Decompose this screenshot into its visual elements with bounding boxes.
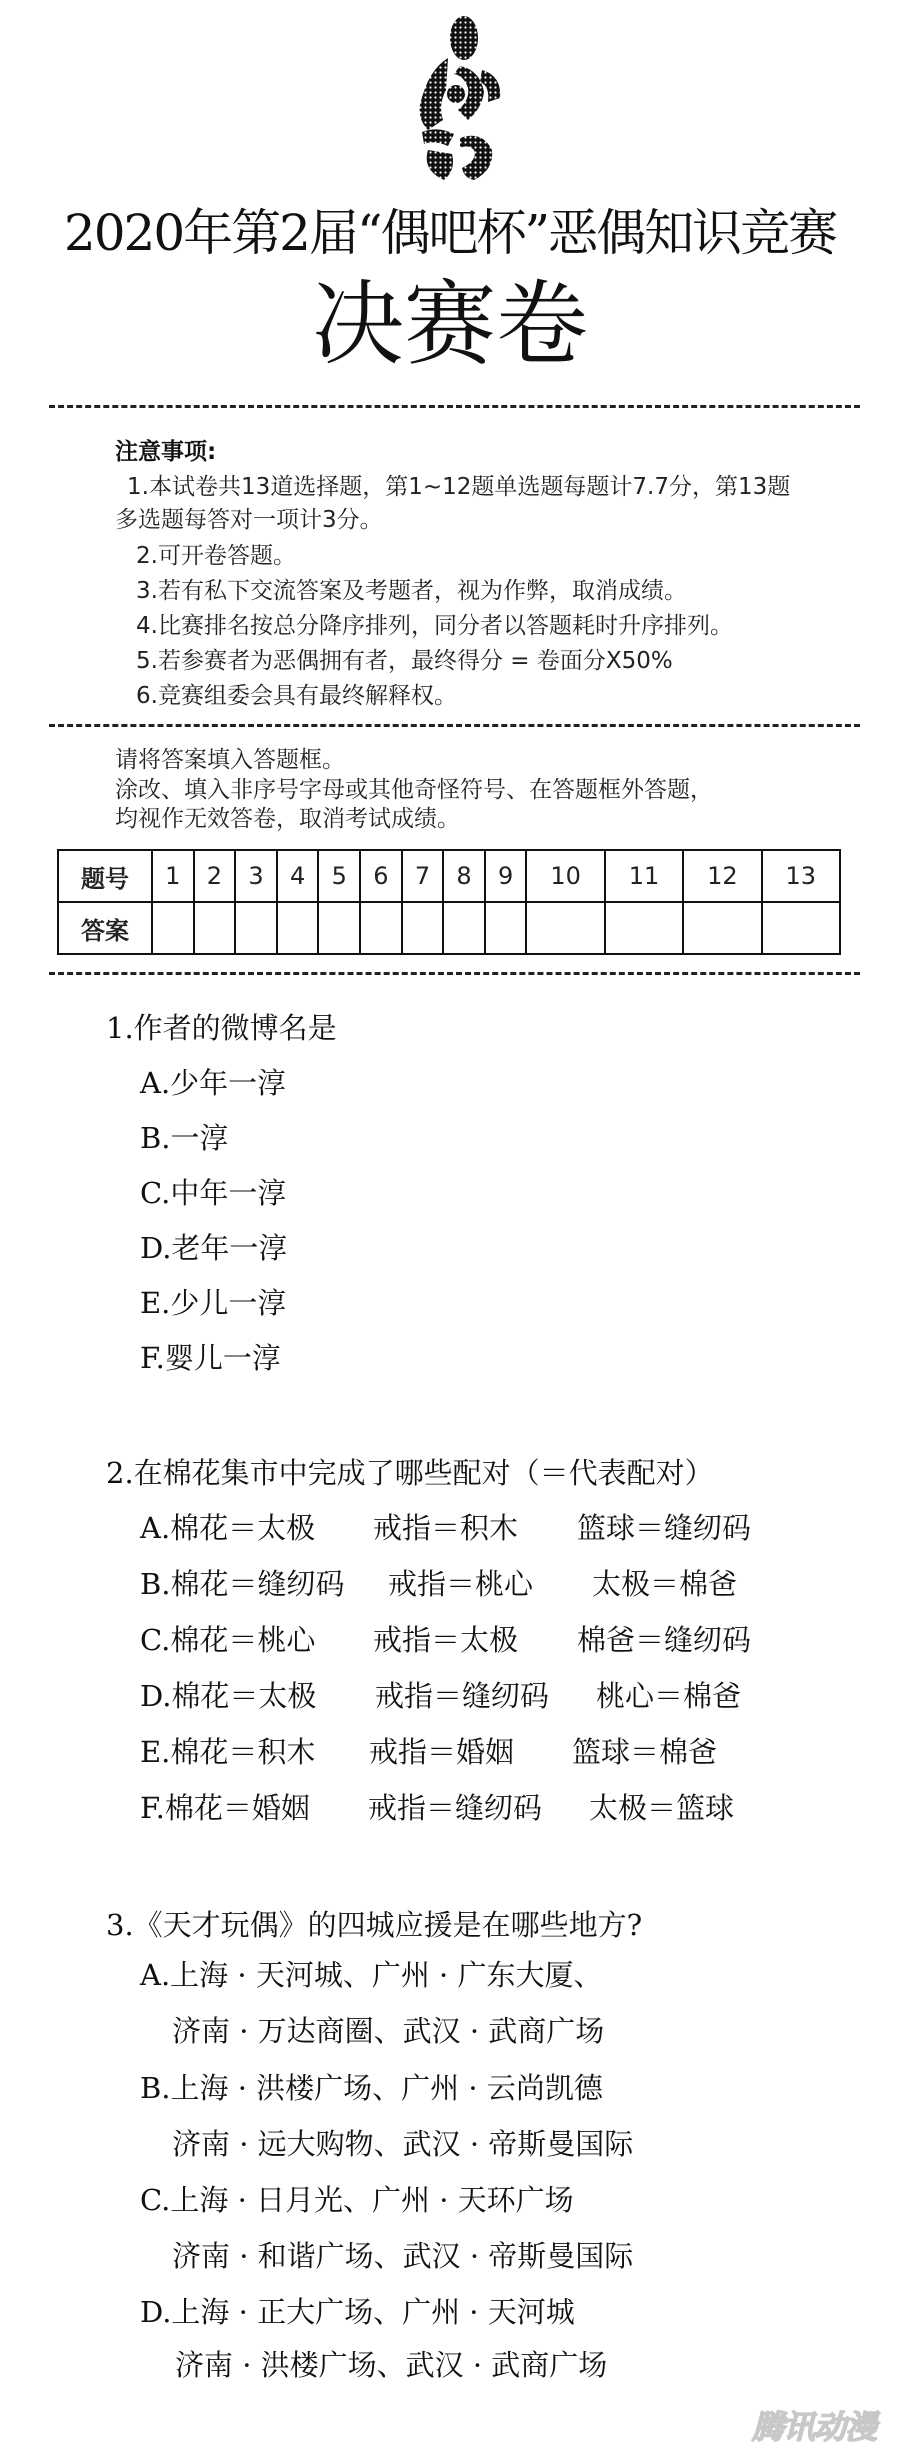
option-c[interactable]: C.上海 · 日月光、广州 · 天环广场 bbox=[140, 2183, 574, 2217]
option-c[interactable]: C.中年一淳 bbox=[140, 1176, 287, 1210]
pair-2: 戒指＝缝纫码 bbox=[368, 1791, 543, 1825]
option-d[interactable]: D.上海 · 正大广场、广州 · 天河城 bbox=[140, 2295, 575, 2329]
pair-3: 太极＝棉爸 bbox=[592, 1567, 738, 1601]
option-b[interactable]: B.一淳 bbox=[140, 1121, 229, 1155]
answer-cell[interactable] bbox=[360, 902, 402, 954]
note-item: 6.竞赛组委会具有最终解释权。 bbox=[136, 683, 457, 709]
tencent-comics-watermark: 腾讯动漫 bbox=[752, 2408, 877, 2446]
pair-2: 戒指＝积木 bbox=[373, 1511, 519, 1545]
pair-1: F.棉花＝婚姻 bbox=[140, 1791, 310, 1825]
pair-3: 棉爸＝缝纫码 bbox=[577, 1623, 752, 1657]
question-number-cell: 3 bbox=[235, 850, 277, 902]
option-b[interactable]: B.上海 · 洪楼广场、广州 · 云尚凯德 bbox=[140, 2071, 603, 2105]
pair-3: 篮球＝缝纫码 bbox=[577, 1511, 752, 1545]
note-item: 4.比赛排名按总分降序排列，同分者以答题耗时升序排列。 bbox=[136, 613, 733, 639]
exam-title: 2020年第2届“偶吧杯”恶偶知识竞赛 bbox=[63, 204, 837, 262]
option-c-continued[interactable]: 济南 · 和谐广场、武汉 · 帝斯曼国际 bbox=[172, 2239, 634, 2273]
option-f[interactable] bbox=[140, 1788, 840, 1828]
answer-cell[interactable] bbox=[605, 902, 683, 954]
pair-1: D.棉花＝太极 bbox=[140, 1679, 317, 1713]
dashed-divider bbox=[49, 972, 860, 975]
note-item: 5.若参赛者为恶偶拥有者，最终得分 = 卷面分X50% bbox=[136, 648, 673, 674]
question-number-cell: 8 bbox=[443, 850, 485, 902]
question-number-cell: 2 bbox=[194, 850, 236, 902]
answer-cell[interactable] bbox=[318, 902, 360, 954]
notes-heading: 注意事项: bbox=[115, 439, 217, 465]
question-number-cell: 13 bbox=[762, 850, 840, 902]
answer-table bbox=[57, 849, 841, 955]
question-number-cell: 9 bbox=[485, 850, 527, 902]
answer-cell[interactable] bbox=[235, 902, 277, 954]
doll-logo-icon bbox=[398, 10, 510, 185]
answer-cell[interactable] bbox=[762, 902, 840, 954]
option-e[interactable]: E.少儿一淳 bbox=[140, 1286, 287, 1320]
answer-cell[interactable] bbox=[402, 902, 444, 954]
instruction-line: 均视作无效答卷，取消考试成绩。 bbox=[115, 806, 460, 832]
question-number-cell: 6 bbox=[360, 850, 402, 902]
answer-row bbox=[58, 902, 840, 954]
question-title: 3.《天才玩偶》的四城应援是在哪些地方? bbox=[106, 1908, 643, 1942]
pair-1: C.棉花＝桃心 bbox=[140, 1623, 316, 1657]
answer-cell[interactable] bbox=[485, 902, 527, 954]
option-d[interactable]: D.老年一淳 bbox=[140, 1231, 288, 1265]
option-b-continued[interactable]: 济南 · 远大购物、武汉 · 帝斯曼国际 bbox=[172, 2127, 634, 2161]
dashed-divider bbox=[49, 405, 860, 408]
option-c[interactable] bbox=[140, 1620, 840, 1660]
pair-2: 戒指＝太极 bbox=[373, 1623, 519, 1657]
note-item: 多选题每答对一项计3分。 bbox=[115, 507, 383, 533]
note-item: 2.可开卷答题。 bbox=[136, 543, 296, 569]
pair-2: 戒指＝婚姻 bbox=[369, 1735, 515, 1769]
answer-cell[interactable] bbox=[194, 902, 236, 954]
instruction-line: 请将答案填入答题框。 bbox=[115, 747, 345, 773]
question-number-cell: 11 bbox=[605, 850, 683, 902]
question-title: 2.在棉花集市中完成了哪些配对（＝代表配对） bbox=[106, 1456, 714, 1490]
pair-2: 戒指＝桃心 bbox=[388, 1567, 534, 1601]
question-title: 1.作者的微博名是 bbox=[106, 1011, 337, 1045]
pair-3: 篮球＝棉爸 bbox=[572, 1735, 718, 1769]
question-number-cell: 12 bbox=[683, 850, 761, 902]
dashed-divider bbox=[49, 724, 860, 727]
question-number-cell: 4 bbox=[277, 850, 319, 902]
option-f[interactable]: F.婴儿一淳 bbox=[140, 1341, 281, 1375]
pair-1: E.棉花＝积木 bbox=[140, 1735, 316, 1769]
exam-subtitle: 决赛卷 bbox=[311, 271, 588, 378]
question-number-header: 题号 bbox=[58, 850, 152, 902]
question-number-cell: 10 bbox=[526, 850, 604, 902]
answer-header: 答案 bbox=[58, 902, 152, 954]
pair-2: 戒指＝缝纫码 bbox=[375, 1679, 550, 1713]
option-a-continued[interactable]: 济南 · 万达商圈、武汉 · 武商广场 bbox=[172, 2014, 605, 2048]
note-item: 3.若有私下交流答案及考题者，视为作弊，取消成绩。 bbox=[136, 578, 687, 604]
question-number-cell: 1 bbox=[152, 850, 194, 902]
note-item: 1.本试卷共13道选择题，第1~12题单选题每题计7.7分，第13题 bbox=[127, 474, 791, 500]
answer-cell[interactable] bbox=[526, 902, 604, 954]
option-a[interactable] bbox=[140, 1508, 840, 1548]
pair-3: 太极＝篮球 bbox=[589, 1791, 735, 1825]
question-number-cell: 7 bbox=[402, 850, 444, 902]
answer-cell[interactable] bbox=[443, 902, 485, 954]
answer-cell[interactable] bbox=[152, 902, 194, 954]
pair-1: A.棉花＝太极 bbox=[140, 1511, 316, 1545]
option-e[interactable] bbox=[140, 1732, 840, 1772]
option-a[interactable]: A.上海 · 天河城、广州 · 广东大厦、 bbox=[140, 1958, 603, 1992]
instruction-line: 涂改、填入非序号字母或其他奇怪符号、在答题框外答题， bbox=[115, 777, 713, 803]
question-number-row bbox=[58, 850, 840, 902]
pair-3: 桃心＝棉爸 bbox=[596, 1679, 742, 1713]
option-d[interactable] bbox=[140, 1676, 840, 1716]
option-b[interactable] bbox=[140, 1564, 840, 1604]
option-d-continued[interactable]: 济南 · 洪楼广场、武汉 · 武商广场 bbox=[175, 2348, 608, 2382]
pair-1: B.棉花＝缝纫码 bbox=[140, 1567, 345, 1601]
option-a[interactable]: A.少年一淳 bbox=[140, 1066, 287, 1100]
answer-cell[interactable] bbox=[683, 902, 761, 954]
answer-cell[interactable] bbox=[277, 902, 319, 954]
question-number-cell: 5 bbox=[318, 850, 360, 902]
